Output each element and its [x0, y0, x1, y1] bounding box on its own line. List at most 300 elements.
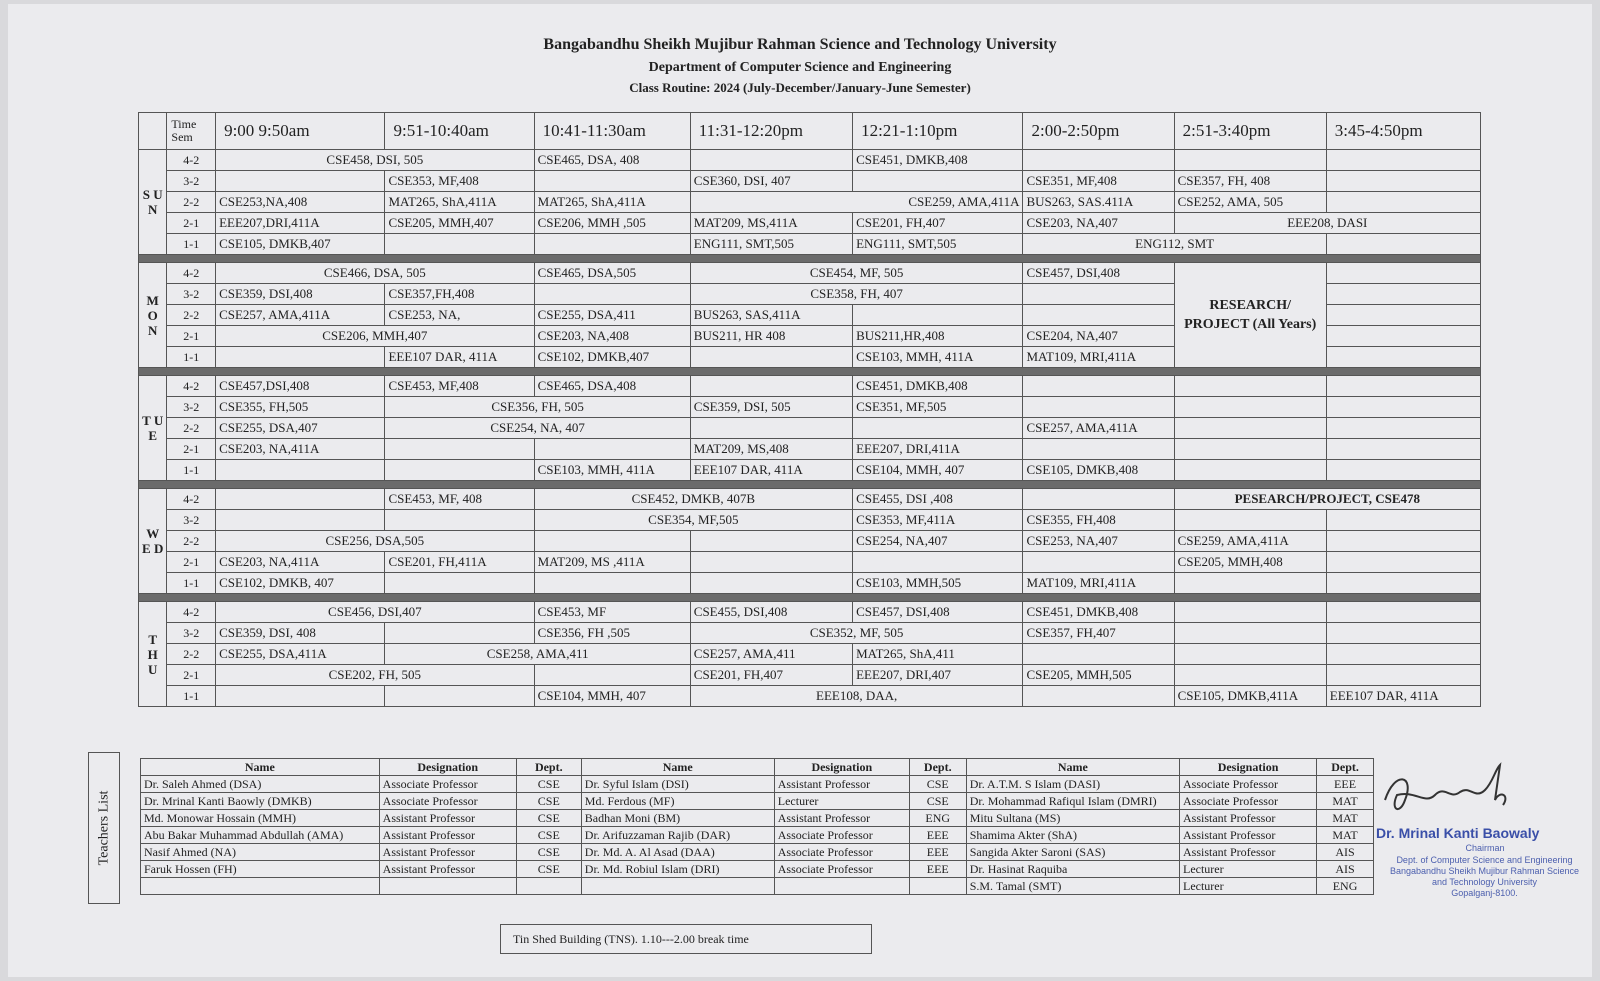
teacher-cell: Assistant Professor: [379, 810, 516, 827]
class-cell: CSE455, DSI,408: [690, 602, 852, 623]
day-label: M O N: [139, 263, 167, 368]
teacher-cell: Associate Professor: [1179, 776, 1316, 793]
teacher-cell: Dr. Mohammad Rafiqul Islam (DMRI): [966, 793, 1179, 810]
class-cell: [534, 171, 690, 192]
routine-row: [139, 418, 1481, 439]
class-cell: RESEARCH/ PROJECT (All Years): [1174, 263, 1326, 368]
class-cell: [1326, 531, 1480, 552]
routine-row: [139, 665, 1481, 686]
class-cell: CSE201, FH,407: [690, 665, 852, 686]
class-cell: [690, 418, 852, 439]
class-cell: CSE351, MF,505: [853, 397, 1023, 418]
class-cell: [534, 573, 690, 594]
class-cell: [1023, 284, 1174, 305]
semester-cell: 2-2: [167, 644, 216, 665]
semester-cell: 1-1: [167, 460, 216, 481]
teacher-cell: CSE: [516, 861, 581, 878]
class-cell: [385, 686, 534, 707]
day-label: S U N: [139, 150, 167, 255]
class-cell: CSE352, MF, 505: [690, 623, 1023, 644]
routine-row: [139, 192, 1481, 213]
class-cell: [1023, 305, 1174, 326]
signature-university-1: Bangabandhu Sheikh Mujibur Rahman Science: [1389, 866, 1580, 876]
class-cell: CSE454, MF, 505: [690, 263, 1023, 284]
semester-cell: 1-1: [167, 347, 216, 368]
class-cell: ENG112, SMT: [1023, 234, 1326, 255]
class-cell: [216, 171, 385, 192]
teacher-cell: EEE: [909, 861, 966, 878]
teacher-cell: MAT: [1317, 810, 1374, 827]
teacher-cell: Dr. Arifuzzaman Rajib (DAR): [581, 827, 774, 844]
teacher-cell: Dr. Mrinal Kanti Baowly (DMKB): [141, 793, 380, 810]
class-cell: [1023, 397, 1174, 418]
teacher-cell: Dr. Hasinat Raquiba: [966, 861, 1179, 878]
class-cell: EEE207, DRI,407: [853, 665, 1023, 686]
class-cell: [690, 573, 852, 594]
class-cell: EEE207,DRI,411A: [216, 213, 385, 234]
class-cell: [690, 376, 852, 397]
teacher-cell: CSE: [909, 776, 966, 793]
teacher-row: [141, 827, 1374, 844]
university-title: Bangabandhu Sheikh Mujibur Rahman Science and Technology University: [543, 36, 1057, 53]
day-label: W E D: [139, 489, 167, 594]
class-cell: CSE203, NA,407: [1023, 213, 1174, 234]
class-cell: CSE103, MMH,505: [853, 573, 1023, 594]
slot-header: 3:45-4:50pm: [1326, 113, 1480, 150]
teacher-cell: CSE: [516, 810, 581, 827]
class-cell: [1326, 644, 1480, 665]
semester-cell: 1-1: [167, 686, 216, 707]
semester-cell: 3-2: [167, 284, 216, 305]
class-cell: [853, 418, 1023, 439]
semester-cell: 4-2: [167, 602, 216, 623]
routine-row: [139, 623, 1481, 644]
slot-header: 12:21-1:10pm: [853, 113, 1023, 150]
class-cell: [534, 284, 690, 305]
class-cell: [1326, 376, 1480, 397]
class-cell: CSE359, DSI, 408: [216, 623, 385, 644]
teacher-row: [141, 793, 1374, 810]
class-cell: [853, 552, 1023, 573]
teacher-cell: CSE: [516, 776, 581, 793]
class-cell: CSE457, DSI,408: [853, 602, 1023, 623]
class-cell: [1326, 623, 1480, 644]
teacher-cell: Associate Professor: [774, 844, 909, 861]
class-cell: CSE258, AMA,411: [385, 644, 690, 665]
class-cell: [1326, 234, 1480, 255]
class-cell: CSE458, DSI, 505: [216, 150, 535, 171]
teachers-column-header: Name: [966, 759, 1179, 776]
class-cell: [1023, 686, 1174, 707]
class-cell: MAT209, MS ,411A: [534, 552, 690, 573]
slot-header: 9:51-10:40am: [385, 113, 534, 150]
semester-cell: 2-1: [167, 213, 216, 234]
class-cell: [1326, 573, 1480, 594]
class-cell: CSE252, AMA, 505: [1174, 192, 1326, 213]
teacher-row: [141, 861, 1374, 878]
class-cell: CSE357, FH,407: [1023, 623, 1174, 644]
teacher-cell: Nasif Ahmed (NA): [141, 844, 380, 861]
semester-cell: 3-2: [167, 397, 216, 418]
class-cell: ENG111, SMT,505: [690, 234, 852, 255]
separator-bar: [139, 594, 1481, 602]
teacher-cell: Assistant Professor: [774, 810, 909, 827]
class-cell: [1174, 439, 1326, 460]
teachers-column-header: Dept.: [1317, 759, 1374, 776]
class-cell: [1326, 510, 1480, 531]
class-cell: CSE259, AMA,411A: [1174, 531, 1326, 552]
time-label: Time: [171, 117, 197, 131]
class-cell: ENG111, SMT,505: [853, 234, 1023, 255]
routine-row: [139, 573, 1481, 594]
class-cell: CSE259, AMA,411A: [690, 192, 1023, 213]
signature-city: Gopalganj-8100.: [1451, 888, 1518, 898]
routine-header-row: [139, 113, 1481, 150]
teacher-cell: Associate Professor: [379, 793, 516, 810]
class-cell: CSE466, DSA, 505: [216, 263, 535, 284]
class-cell: CSE102, DMKB, 407: [216, 573, 385, 594]
class-cell: [1023, 644, 1174, 665]
class-cell: CSE457,DSI,408: [216, 376, 385, 397]
class-cell: [1174, 665, 1326, 686]
routine-body: [139, 150, 1481, 707]
class-cell: [1174, 397, 1326, 418]
class-cell: MAT209, MS,408: [690, 439, 852, 460]
slot-header: 2:51-3:40pm: [1174, 113, 1326, 150]
routine-row: [139, 644, 1481, 665]
class-cell: CSE104, MMH, 407: [534, 686, 690, 707]
class-cell: CSE254, NA, 407: [385, 418, 690, 439]
teacher-cell: S.M. Tamal (SMT): [966, 878, 1179, 895]
class-cell: CSE355, FH,505: [216, 397, 385, 418]
teacher-cell: [379, 878, 516, 895]
class-cell: CSE353, MF,411A: [853, 510, 1023, 531]
separator-bar: [139, 368, 1481, 376]
teacher-cell: CSE: [516, 827, 581, 844]
semester-cell: 2-2: [167, 531, 216, 552]
class-cell: CSE257, AMA,411: [690, 644, 852, 665]
teacher-cell: Abu Bakar Muhammad Abdullah (AMA): [141, 827, 380, 844]
class-cell: CSE206, MMH,407: [216, 326, 535, 347]
class-cell: [690, 347, 852, 368]
class-cell: CSE202, FH, 505: [216, 665, 535, 686]
class-cell: EEE108, DAA,: [690, 686, 1023, 707]
teacher-cell: Assistant Professor: [774, 776, 909, 793]
separator-bar: [139, 255, 1481, 263]
teacher-cell: Dr. Md. A. Al Asad (DAA): [581, 844, 774, 861]
teacher-cell: [141, 878, 380, 895]
teacher-cell: Assistant Professor: [1179, 844, 1316, 861]
class-cell: CSE465, DSA, 408: [534, 150, 690, 171]
class-cell: [1174, 460, 1326, 481]
teacher-cell: [516, 878, 581, 895]
class-cell: [534, 665, 690, 686]
class-cell: CSE451, DMKB,408: [853, 150, 1023, 171]
class-cell: BUS263, SAS,411A: [690, 305, 852, 326]
teacher-cell: Badhan Moni (BM): [581, 810, 774, 827]
teacher-cell: Md. Monowar Hossain (MMH): [141, 810, 380, 827]
routine-row: [139, 460, 1481, 481]
class-cell: CSE356, FH ,505: [534, 623, 690, 644]
routine-table: [138, 112, 1481, 707]
teacher-cell: CSE: [909, 793, 966, 810]
routine-row: [139, 263, 1481, 284]
class-cell: [1326, 460, 1480, 481]
class-cell: CSE256, DSA,505: [216, 531, 535, 552]
day-separator: [139, 481, 1481, 489]
routine-row: [139, 552, 1481, 573]
teacher-cell: Associate Professor: [774, 861, 909, 878]
class-cell: CSE105, DMKB,411A: [1174, 686, 1326, 707]
class-cell: CSE357,FH,408: [385, 284, 534, 305]
teachers-column-header: Designation: [774, 759, 909, 776]
teacher-cell: Dr. Md. Robiul Islam (DRI): [581, 861, 774, 878]
teacher-row: [141, 844, 1374, 861]
class-cell: [216, 347, 385, 368]
teacher-cell: Assistant Professor: [379, 861, 516, 878]
class-cell: CSE358, FH, 407: [690, 284, 1023, 305]
day-label: T U E: [139, 376, 167, 481]
routine-row: [139, 602, 1481, 623]
day-separator: [139, 594, 1481, 602]
routine-row: [139, 397, 1481, 418]
routine-row: [139, 171, 1481, 192]
class-cell: [1326, 171, 1480, 192]
teacher-cell: Lecturer: [1179, 878, 1316, 895]
teacher-cell: Mitu Sultana (MS): [966, 810, 1179, 827]
class-cell: [853, 305, 1023, 326]
class-cell: [1023, 376, 1174, 397]
teacher-cell: CSE: [516, 793, 581, 810]
semester-cell: 4-2: [167, 489, 216, 510]
class-cell: [385, 439, 534, 460]
class-cell: [1326, 284, 1480, 305]
class-cell: MAT109, MRI,411A: [1023, 573, 1174, 594]
time-sem-cell: [167, 113, 216, 150]
class-cell: [1174, 150, 1326, 171]
semester-cell: 3-2: [167, 623, 216, 644]
class-cell: [1326, 150, 1480, 171]
class-cell: [1326, 192, 1480, 213]
class-cell: CSE255, DSA,407: [216, 418, 385, 439]
teachers-table: [140, 758, 1374, 895]
department-title: Department of Computer Science and Engineering: [648, 60, 952, 75]
semester-cell: 2-2: [167, 192, 216, 213]
routine-row: [139, 150, 1481, 171]
class-cell: [1326, 439, 1480, 460]
teacher-cell: Lecturer: [774, 793, 909, 810]
teacher-cell: Lecturer: [1179, 861, 1316, 878]
class-cell: [1326, 418, 1480, 439]
teacher-cell: CSE: [516, 844, 581, 861]
class-cell: [534, 531, 690, 552]
semester-cell: 2-1: [167, 665, 216, 686]
class-cell: [1174, 623, 1326, 644]
teachers-column-header: Name: [141, 759, 380, 776]
teacher-cell: Assistant Professor: [379, 844, 516, 861]
class-cell: CSE360, DSI, 407: [690, 171, 852, 192]
class-cell: [1174, 602, 1326, 623]
class-cell: [1174, 376, 1326, 397]
class-cell: [1326, 305, 1480, 326]
slot-header: 10:41-11:30am: [534, 113, 690, 150]
signature-university-2: and Technology University: [1432, 877, 1537, 887]
routine-row: [139, 531, 1481, 552]
class-cell: CSE451, DMKB,408: [1023, 602, 1174, 623]
class-cell: MAT209, MS,411A: [690, 213, 852, 234]
teacher-cell: Associate Professor: [774, 827, 909, 844]
class-cell: MAT265, ShA,411: [853, 644, 1023, 665]
class-cell: CSE105, DMKB,408: [1023, 460, 1174, 481]
class-cell: [1023, 489, 1174, 510]
class-cell: CSE103, MMH, 411A: [534, 460, 690, 481]
routine-row: [139, 213, 1481, 234]
class-cell: EEE107 DAR, 411A: [385, 347, 534, 368]
class-cell: [1326, 347, 1480, 368]
semester-cell: 3-2: [167, 510, 216, 531]
class-cell: [1326, 326, 1480, 347]
routine-row: [139, 376, 1481, 397]
class-cell: CSE359, DSI,408: [216, 284, 385, 305]
teacher-cell: [774, 878, 909, 895]
class-cell: EEE107 DAR, 411A: [690, 460, 852, 481]
class-cell: CSE102, DMKB,407: [534, 347, 690, 368]
teacher-cell: ENG: [909, 810, 966, 827]
teachers-column-header: Dept.: [909, 759, 966, 776]
semester-cell: 4-2: [167, 150, 216, 171]
semester-cell: 2-2: [167, 418, 216, 439]
day-separator: [139, 255, 1481, 263]
class-cell: CSE356, FH, 505: [385, 397, 690, 418]
class-cell: CSE205, MMH,505: [1023, 665, 1174, 686]
teacher-cell: EEE: [909, 844, 966, 861]
teachers-column-header: Dept.: [516, 759, 581, 776]
class-cell: [1023, 439, 1174, 460]
signature-title: Chairman: [1465, 843, 1505, 853]
semester-cell: 2-1: [167, 552, 216, 573]
teacher-cell: Dr. Syful Islam (DSI): [581, 776, 774, 793]
semester-cell: 4-2: [167, 376, 216, 397]
class-cell: [1023, 552, 1174, 573]
class-cell: [1326, 263, 1480, 284]
day-separator: [139, 368, 1481, 376]
class-cell: MAT265, ShA,411A: [534, 192, 690, 213]
class-cell: BUS263, SAS.411A: [1023, 192, 1174, 213]
teacher-cell: [581, 878, 774, 895]
class-cell: CSE105, DMKB,407: [216, 234, 385, 255]
teacher-cell: MAT: [1317, 793, 1374, 810]
class-cell: [1326, 397, 1480, 418]
teacher-cell: Shamima Akter (ShA): [966, 827, 1179, 844]
class-cell: [1174, 510, 1326, 531]
class-cell: [385, 623, 534, 644]
teacher-cell: Faruk Hossen (FH): [141, 861, 380, 878]
signature-dept: Dept. of Computer Science and Engineering: [1396, 855, 1573, 865]
class-cell: CSE455, DSI ,408: [853, 489, 1023, 510]
teacher-cell: EEE: [1317, 776, 1374, 793]
class-cell: CSE255, DSA,411: [534, 305, 690, 326]
slot-header: 11:31-12:20pm: [690, 113, 852, 150]
class-cell: CSE257, AMA,411A: [216, 305, 385, 326]
class-cell: [534, 234, 690, 255]
class-cell: CSE203, NA,408: [534, 326, 690, 347]
teacher-row: [141, 878, 1374, 895]
slot-header: 2:00-2:50pm: [1023, 113, 1174, 150]
class-cell: CSE204, NA,407: [1023, 326, 1174, 347]
class-cell: CSE457, DSI,408: [1023, 263, 1174, 284]
class-cell: CSE253, NA,407: [1023, 531, 1174, 552]
teacher-cell: Dr. Saleh Ahmed (DSA): [141, 776, 380, 793]
class-cell: CSE453, MF, 408: [385, 489, 534, 510]
teacher-cell: MAT: [1317, 827, 1374, 844]
day-label: T H U: [139, 602, 167, 707]
class-cell: [385, 460, 534, 481]
teachers-column-header: Designation: [379, 759, 516, 776]
teachers-list-label: [88, 752, 120, 904]
class-cell: CSE452, DMKB, 407B: [534, 489, 853, 510]
class-cell: CSE205, MMH,408: [1174, 552, 1326, 573]
teacher-cell: Dr. A.T.M. S Islam (DASI): [966, 776, 1179, 793]
teacher-cell: Sangida Akter Saroni (SAS): [966, 844, 1179, 861]
class-cell: CSE351, MF,408: [1023, 171, 1174, 192]
class-cell: CSE203, NA,411A: [216, 552, 385, 573]
class-cell: CSE453, MF: [534, 602, 690, 623]
class-cell: [1174, 573, 1326, 594]
class-cell: CSE255, DSA,411A: [216, 644, 385, 665]
sem-label: Sem: [171, 130, 193, 144]
teachers-list-text: Teachers List: [96, 790, 112, 866]
semester-cell: 4-2: [167, 263, 216, 284]
class-cell: CSE253, NA,: [385, 305, 534, 326]
class-cell: CSE201, FH,407: [853, 213, 1023, 234]
class-cell: CSE451, DMKB,408: [853, 376, 1023, 397]
teacher-cell: Associate Professor: [379, 776, 516, 793]
routine-row: [139, 489, 1481, 510]
semester-cell: 1-1: [167, 234, 216, 255]
class-cell: BUS211, HR 408: [690, 326, 852, 347]
teacher-cell: ENG: [1317, 878, 1374, 895]
teacher-cell: Assistant Professor: [1179, 810, 1316, 827]
routine-row: [139, 234, 1481, 255]
class-cell: [1023, 150, 1174, 171]
teacher-cell: [909, 878, 966, 895]
teachers-column-header: Name: [581, 759, 774, 776]
class-cell: CSE359, DSI, 505: [690, 397, 852, 418]
teacher-cell: Associate Professor: [1179, 793, 1316, 810]
class-cell: CSE357, FH, 408: [1174, 171, 1326, 192]
class-cell: [385, 573, 534, 594]
class-cell: EEE107 DAR, 411A: [1326, 686, 1480, 707]
class-cell: CSE353, MF,408: [385, 171, 534, 192]
class-cell: CSE354, MF,505: [534, 510, 853, 531]
signature-name: Dr. Mrinal Kanti Baowaly: [1376, 825, 1540, 841]
routine-row: [139, 510, 1481, 531]
semester-cell: 3-2: [167, 171, 216, 192]
class-cell: CSE206, MMH ,505: [534, 213, 690, 234]
class-cell: CSE456, DSI,407: [216, 602, 535, 623]
class-cell: [1326, 552, 1480, 573]
class-cell: [690, 531, 852, 552]
slot-header: 9:00 9:50am: [216, 113, 385, 150]
class-cell: EEE207, DRI,411A: [853, 439, 1023, 460]
class-cell: [853, 171, 1023, 192]
class-cell: [690, 150, 852, 171]
teacher-cell: AIS: [1317, 844, 1374, 861]
class-cell: CSE203, NA,411A: [216, 439, 385, 460]
class-cell: [690, 552, 852, 573]
building-note: Tin Shed Building (TNS). 1.10---2.00 break time: [500, 924, 872, 954]
class-cell: [534, 439, 690, 460]
